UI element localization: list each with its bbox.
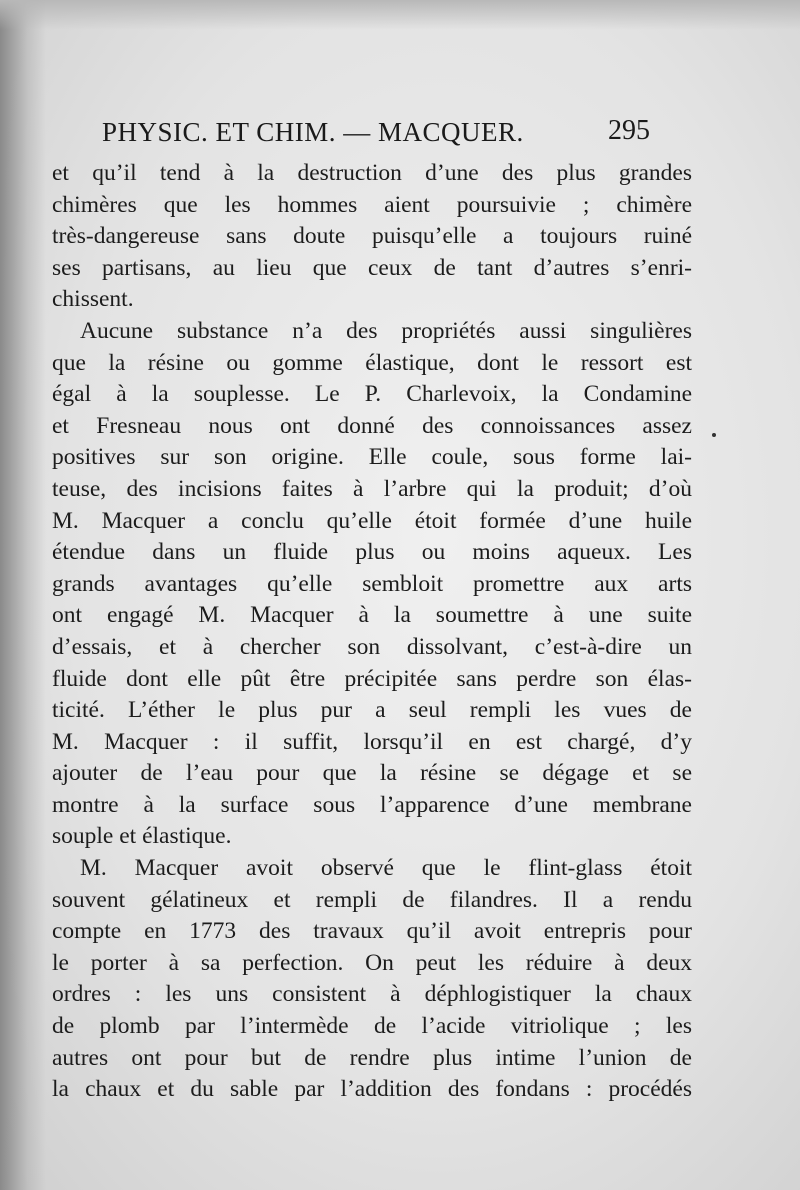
text-line: souple et élastique.: [52, 823, 232, 850]
text-line: compte en 1773 des travaux qu’il avoit entrepris pour: [52, 918, 692, 945]
running-head: PHYSIC. ET CHIM. — MACQUER.: [102, 117, 524, 147]
text-line: M. Macquer a conclu qu’elle étoit formée d’une huile: [52, 507, 692, 534]
text-line: autres ont pour but de rendre plus intime l’union de: [52, 1044, 692, 1071]
text-line: égal à la souplesse. Le P. Charlevoix, la Condamine: [52, 381, 692, 408]
page-top-shadow: [0, 0, 800, 30]
text-line: souvent gélatineux et rempli de filandres. Il a rendu: [52, 886, 692, 913]
text-line: M. Macquer : il suffit, lorsqu’il en est chargé, d’y: [52, 728, 692, 755]
text-line: la chaux et du sable par l’addition des fondans : procédés: [52, 1076, 692, 1103]
page-header: [92, 113, 652, 153]
text-line: et qu’il tend à la destruction d’une des plus grandes: [52, 160, 692, 186]
text-line: ordres : les uns consistent à déphlogistiquer la chaux: [52, 981, 692, 1008]
body-text: [52, 158, 692, 1106]
text-line: M. Macquer avoit observé que le flint-glass étoit: [80, 855, 692, 882]
page-number: 295: [608, 115, 650, 146]
text-line: positives sur son origine. Elle coule, sous forme lai-: [52, 444, 692, 471]
paper-speck: [712, 433, 716, 437]
text-line: chimères que les hommes aient poursuivie ; chimère: [52, 191, 692, 218]
page-gutter-shadow: [0, 0, 46, 1190]
text-line: fluide dont elle pût être précipitée sans perdre son élas-: [52, 665, 692, 692]
text-line: Aucune substance n’a des propriétés aussi singulières: [80, 317, 692, 344]
text-line: que la résine ou gomme élastique, dont le ressort est: [52, 349, 692, 376]
text-line: ses partisans, au lieu que ceux de tant d’autres s’enri-: [52, 254, 692, 281]
text-line: montre à la surface sous l’apparence d’une membrane: [52, 791, 692, 818]
text-line: chissent.: [52, 286, 134, 313]
text-line: d’essais, et à chercher son dissolvant, c’est-à-dire un: [52, 633, 692, 660]
text-line: le porter à sa perfection. On peut les réduire à deux: [52, 949, 692, 976]
text-line: ont engagé M. Macquer à la soumettre à une suite: [52, 602, 692, 629]
text-line: ticité. L’éther le plus pur a seul rempli les vues de: [52, 697, 692, 724]
text-line: teuse, des incisions faites à l’arbre qui la produit; d’où: [52, 475, 692, 502]
text-line: ajouter de l’eau pour que la résine se dégage et se: [52, 760, 692, 787]
text-line: de plomb par l’intermède de l’acide vitriolique ; les: [52, 1013, 692, 1040]
text-line: étendue dans un fluide plus ou moins aqueux. Les: [52, 539, 692, 566]
text-line: et Fresneau nous ont donné des connoissances assez: [52, 412, 692, 439]
text-line: grands avantages qu’elle sembloit promettre aux arts: [52, 570, 692, 597]
text-line: très-dangereuse sans doute puisqu’elle a toujours ruiné: [52, 223, 692, 250]
